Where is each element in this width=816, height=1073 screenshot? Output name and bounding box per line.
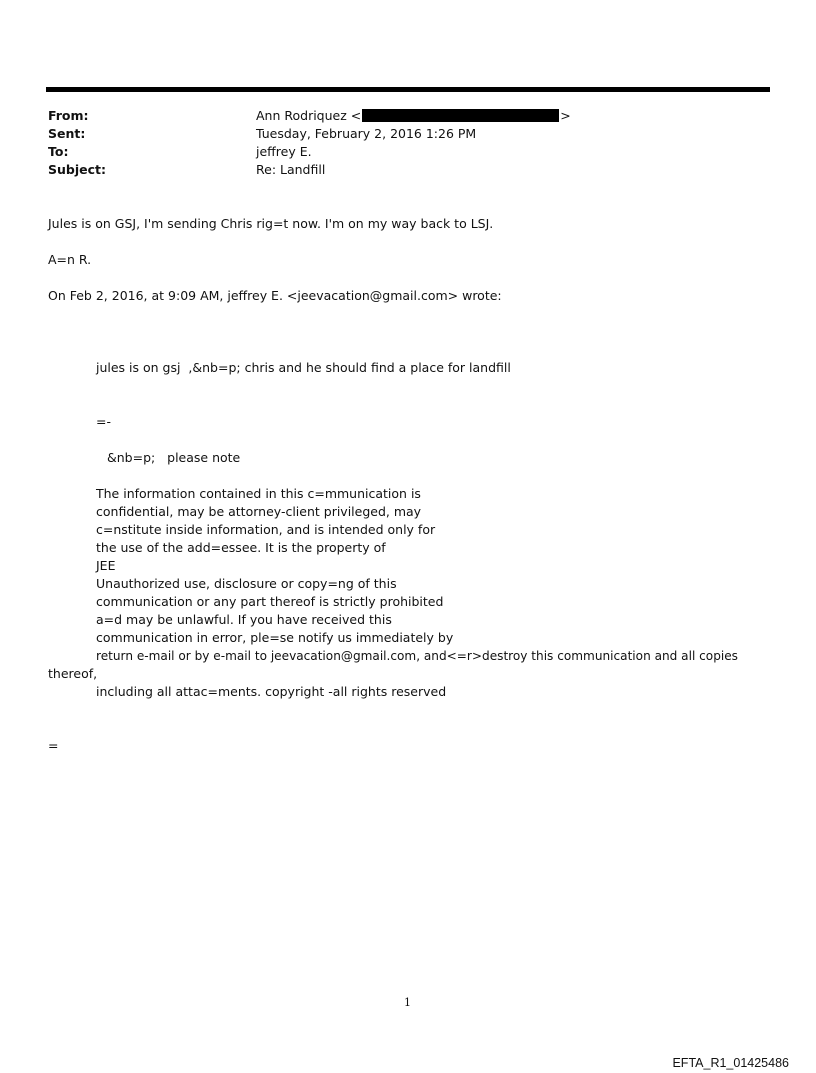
from-label: From: [48, 108, 89, 123]
from-value [256, 107, 571, 125]
disclaimer-line: Unauthorized use, disclosure or copy=ng of this [96, 576, 397, 591]
disclaimer-line: c=nstitute inside information, and is intended only for [96, 522, 436, 537]
signoff: A=n R. [48, 252, 92, 267]
disclaimer-line: The information contained in this c=mmunication is [96, 486, 421, 501]
disclaimer-line: JEE [96, 558, 116, 573]
quote-intro: On Feb 2, 2016, at 9:09 AM, jeffrey E. <jeevacation@gmail.com> wrote: [48, 288, 502, 303]
from-close: > [560, 108, 571, 123]
disclaimer-line: communication in error, ple=se notify us immediately by [96, 630, 454, 645]
to-value: jeffrey E. [256, 144, 312, 159]
page-number: 1 [404, 996, 411, 1009]
trailing-marker: = [48, 738, 59, 753]
to-label: To: [48, 144, 69, 159]
redaction-box [362, 109, 559, 122]
disclaimer-line: communication or any part thereof is strictly prohibited [96, 594, 444, 609]
subject-label: Subject: [48, 162, 106, 177]
sent-label: Sent: [48, 126, 86, 141]
body-line: Jules is on GSJ, I'm sending Chris rig=t now. I'm on my way back to LSJ. [48, 216, 494, 231]
please-note: &nb=p; please note [107, 450, 241, 465]
disclaimer-line: return e-mail or by e-mail to jeevacation@gmail.com, and<=r>destroy this communication and all copies [96, 649, 738, 663]
header-rule [46, 87, 770, 92]
disclaimer-line: a=d may be unlawful. If you have received this [96, 612, 392, 627]
quoted-message: jules is on gsj ,&nb=p; chris and he should find a place for landfill [96, 360, 511, 375]
disclaimer-line: including all attac=ments. copyright -all rights reserved [96, 684, 447, 699]
disclaimer-line: thereof, [48, 666, 98, 681]
sent-value: Tuesday, February 2, 2016 1:26 PM [256, 126, 477, 141]
from-name: Ann Rodriquez < [256, 108, 362, 123]
document-id: EFTA_R1_01425486 [672, 1056, 789, 1070]
disclaimer-line: the use of the add=essee. It is the property of [96, 540, 386, 555]
disclaimer-line: confidential, may be attorney-client privileged, may [96, 504, 422, 519]
quoted-separator: =- [96, 414, 111, 429]
subject-value: Re: Landfill [256, 162, 326, 177]
